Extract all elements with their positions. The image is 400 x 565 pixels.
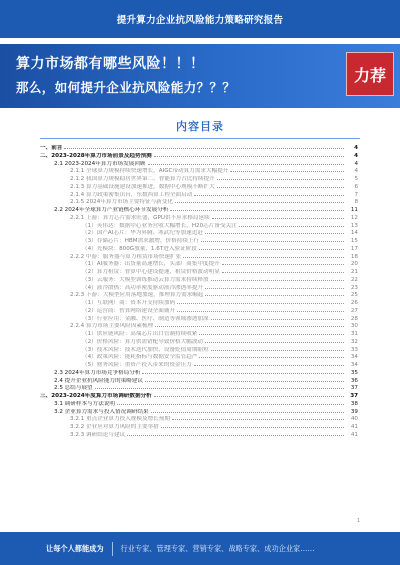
toc-leader-dots: [212, 214, 344, 219]
toc-entry-text: 2.2.3 下游：大模型应用落地加速，推理算力需求崛起: [70, 292, 204, 299]
toc-entry-text: 3.2 企业算力需求与投入情况调研结果: [54, 408, 149, 415]
toc-entry[interactable]: [40, 361, 358, 369]
toc-entry-text: （5）财务风险：重资产投入带来的资金压力: [82, 362, 192, 368]
toc-entry-page: 38: [350, 400, 358, 407]
toc-entry[interactable]: [40, 268, 358, 276]
toc-entry[interactable]: [40, 307, 358, 315]
toc-entry-text: 三、2023-2024年度算力市场调研数据分析: [40, 393, 152, 399]
toc-leader-dots: [148, 160, 344, 165]
toc-leader-dots: [177, 307, 344, 312]
table-of-contents: [40, 144, 358, 514]
toc-entry-page: 30: [350, 323, 358, 330]
toc-leader-dots: [154, 392, 344, 397]
toc-entry-text: 3.1 调研样本与方法说明: [54, 400, 116, 407]
toc-leader-dots: [199, 245, 344, 250]
toc-entry[interactable]: [40, 291, 358, 299]
toc-entry[interactable]: [40, 299, 358, 307]
toc-entry[interactable]: [40, 206, 358, 214]
toc-leader-dots: [142, 369, 344, 374]
toc-entry-page: 6: [354, 183, 358, 190]
toc-leader-dots: [239, 222, 344, 227]
toc-entry[interactable]: [40, 369, 358, 377]
toc-entry-text: 2.1.2 我国算力规模稳居世界第二，智能算力占比持续提升: [70, 176, 215, 182]
toc-entry[interactable]: [40, 260, 358, 268]
toc-entry-page: 5: [354, 176, 358, 182]
toc-leader-dots: [151, 408, 344, 413]
toc-entry-text: （3）技术风险：技术迭代加快，设备贬值周期缩短: [82, 346, 209, 353]
toc-leader-dots: [145, 377, 344, 382]
toc-entry-page: 32: [350, 338, 358, 345]
toc-entry[interactable]: [40, 377, 358, 385]
toc-divider: [40, 138, 360, 139]
toc-entry-page: 36: [350, 377, 358, 384]
report-title: 提升算力企业抗风险能力策略研究报告: [116, 15, 284, 26]
toc-entry-page: 18: [350, 253, 358, 260]
toc-entry[interactable]: [40, 384, 358, 392]
toc-leader-dots: [199, 353, 344, 358]
toc-entry[interactable]: [40, 353, 358, 361]
toc-entry[interactable]: [40, 222, 358, 230]
toc-entry-text: 2.2.2 中游：服务器与算力租赁市场快速扩张: [70, 253, 182, 260]
toc-leader-dots: [211, 276, 344, 281]
toc-entry-text: （1）AI服务器：出货量高速增长，头部厂商集中度提升: [82, 261, 220, 268]
toc-leader-dots: [199, 330, 344, 335]
toc-leader-dots: [155, 322, 344, 327]
toc-entry[interactable]: [40, 415, 358, 423]
toc-entry-page: 31: [350, 331, 358, 337]
toc-entry-text: 2.2.4 算力市场主要风险因素梳理: [70, 323, 154, 330]
toc-leader-dots: [205, 291, 344, 296]
toc-entry-page: 34: [350, 362, 358, 368]
toc-entry-page: 26: [350, 300, 358, 306]
toc-leader-dots: [177, 299, 344, 304]
toc-entry[interactable]: [40, 253, 358, 261]
toc-entry-page: 7: [354, 191, 358, 198]
toc-entry-text: 2.5 总结与展望: [54, 385, 93, 392]
toc-entry-page: 17: [350, 245, 358, 252]
toc-entry-page: 8: [354, 199, 358, 206]
toc-entry[interactable]: [40, 330, 358, 338]
toc-entry-text: 2.3 2024年算力市场竞争格局分析: [54, 369, 141, 376]
toc-entry[interactable]: [40, 214, 358, 222]
toc-entry-page: 4: [354, 152, 358, 159]
toc-entry-page: 33: [350, 346, 358, 353]
toc-entry-text: 2.1.4 算力政策密集出台，东数西算工程全面启动: [70, 191, 193, 198]
toc-entry-text: （1）供应链风险：高端芯片出口管制持续收紧: [82, 331, 198, 337]
toc-leader-dots: [161, 423, 344, 428]
toc-leader-dots: [127, 431, 344, 436]
toc-entry[interactable]: [40, 408, 358, 416]
toc-entry[interactable]: [40, 175, 358, 183]
toc-entry-page: 39: [350, 408, 358, 415]
toc-entry[interactable]: [40, 237, 358, 245]
toc-entry-text: （4）光模块：800G放量，1.6T进入验证阶段: [82, 245, 197, 252]
toc-entry[interactable]: [40, 144, 358, 152]
toc-entry[interactable]: [40, 160, 358, 168]
toc-leader-dots: [205, 229, 344, 234]
toc-entry-text: 2.1.3 算力基础设施建设加速推进，数据中心规模不断扩大: [70, 183, 215, 190]
toc-entry-page: 22: [350, 276, 358, 283]
toc-entry-text: （2）价格风险：算力供需错配导致价格大幅波动: [82, 338, 204, 345]
toc-leader-dots: [205, 284, 344, 289]
toc-leader-dots: [170, 206, 344, 211]
toc-entry-page: 37: [350, 393, 358, 399]
toc-entry-page: 21: [350, 269, 358, 275]
toc-entry[interactable]: [40, 284, 358, 292]
toc-entry-text: 3.2.2 企业应对算力风险的主要举措: [70, 424, 159, 430]
toc-entry-text: 一、前言: [40, 145, 63, 151]
toc-entry-page: 37: [350, 385, 358, 392]
toc-entry-text: （3）存储芯片：HBM需求激增，价格持续上行: [82, 238, 200, 244]
toc-entry-text: （4）政策风险：能耗指标与数据安全监管趋严: [82, 354, 198, 361]
toc-entry[interactable]: [40, 392, 358, 400]
report-header-bar: [0, 0, 400, 38]
toc-entry-page: 4: [354, 145, 358, 151]
toc-entry-text: （2）国产AI芯片：华为昇腾、寒武纪等加速追赶: [82, 230, 203, 237]
toc-leader-dots: [205, 338, 344, 343]
toc-leader-dots: [230, 167, 344, 172]
toc-entry-text: （1）互联网厂商：资本开支持续加码: [82, 300, 176, 306]
toc-leader-dots: [183, 253, 344, 258]
toc-entry[interactable]: [40, 183, 358, 191]
toc-leader-dots: [194, 191, 344, 196]
toc-entry[interactable]: [40, 276, 358, 284]
toc-entry-text: 2.2.1 上游：算力芯片需求旺盛，GPU供不应求格局延续: [70, 214, 210, 221]
toc-leader-dots: [222, 260, 344, 265]
toc-entry-page: 23: [350, 284, 358, 291]
toc-entry[interactable]: [40, 400, 358, 408]
toc-entry-page: 15: [350, 238, 358, 244]
toc-entry-page: 20: [350, 261, 358, 268]
toc-entry[interactable]: [40, 431, 358, 439]
toc-entry-text: （2）算力租赁：智算中心建设提速，租赁价格波动明显: [82, 269, 220, 275]
banner-headline: 算力市场都有哪些风险！！！: [16, 56, 205, 72]
footer-divider: [112, 542, 113, 556]
toc-leader-dots: [217, 183, 344, 188]
toc-leader-dots: [154, 152, 344, 157]
toc-entry-page: 28: [350, 315, 358, 322]
toc-entry[interactable]: [40, 191, 358, 199]
toc-entry-page: 41: [350, 424, 358, 430]
toc-entry-page: 25: [350, 292, 358, 299]
toc-leader-dots: [217, 175, 344, 180]
banner-subheadline: 那么，如何提升企业抗风险能力？？？: [16, 80, 236, 95]
toc-entry-text: 3.2.3 调研结论与建议: [70, 431, 126, 438]
toc-leader-dots: [222, 268, 344, 273]
toc-entry[interactable]: [40, 198, 358, 206]
toc-entry[interactable]: [40, 315, 358, 323]
toc-leader-dots: [64, 144, 344, 149]
toc-leader-dots: [175, 198, 344, 203]
toc-entry[interactable]: [40, 152, 358, 160]
toc-leader-dots: [172, 415, 344, 420]
toc-entry-text: 二、2023-2028年算力市场前景及趋势预测: [40, 152, 152, 159]
toc-entry-text: （1）英伟达：数据中心业务营收大幅增长，H20芯片备受关注: [82, 222, 237, 229]
brand-logo: [346, 52, 394, 96]
toc-entry-page: 14: [350, 230, 358, 237]
toc-entry-text: 2.4 提升企业抗风险能力的策略建议: [54, 377, 143, 384]
toc-leader-dots: [95, 384, 344, 389]
footer-lead: 让每个人都能成为: [46, 543, 104, 553]
toc-entry-text: （2）运营商：智算网络建设全面铺开: [82, 307, 176, 314]
toc-entry[interactable]: [40, 338, 358, 346]
toc-leader-dots: [211, 346, 344, 351]
toc-entry-text: 3.2.1 重点企业算力投入规模及增长预期: [70, 416, 170, 423]
toc-entry[interactable]: [40, 423, 358, 431]
footer-bar: [0, 532, 400, 565]
toc-entry-page: 4: [354, 168, 358, 175]
toc-entry-page: 4: [354, 160, 358, 167]
toc-entry-page: 11: [350, 207, 358, 213]
toc-entry-page: 13: [350, 222, 358, 229]
toc-entry-page: 34: [350, 354, 358, 361]
footer-roles: 行业专家、管理专家、营销专家、战略专家、成功企业家……: [120, 543, 315, 553]
toc-entry-text: （4）液冷散热：高功率密度驱动液冷渗透率提升: [82, 284, 204, 291]
toc-entry-text: 2.1.1 全球算力规模持续快速增长，AIGC带动算力需求大幅提升: [70, 168, 229, 175]
brand-logo-text: 力荐: [353, 65, 386, 85]
toc-entry[interactable]: [40, 322, 358, 330]
toc-leader-dots: [211, 315, 344, 320]
toc-entry-page: 27: [350, 307, 358, 314]
toc-entry-text: 2.1.5 2024年算力市场主要特征与新变化: [70, 199, 173, 206]
toc-entry-text: 2.2 2024年全球算力产业链核心环节发展分析: [54, 207, 169, 213]
toc-entry-page: 41: [350, 431, 358, 438]
toc-entry-page: 12: [350, 214, 358, 221]
toc-leader-dots: [201, 237, 344, 242]
toc-leader-dots: [194, 361, 344, 366]
toc-entry[interactable]: [40, 346, 358, 354]
toc-entry-page: 35: [350, 369, 358, 376]
toc-entry-page: 40: [350, 416, 358, 423]
question-banner: [0, 44, 400, 108]
toc-entry-text: （3）云服务：大模型训练推动云算力需求持续释放: [82, 276, 209, 283]
toc-title: 内容目录: [176, 120, 224, 133]
toc-leader-dots: [117, 400, 344, 405]
toc-entry-text: （3）行业应用：金融、医疗、制造等领域渗透加深: [82, 315, 209, 322]
page-number: 1: [356, 518, 360, 524]
toc-entry-text: 2.1 2023-2024年算力市场发展回顾: [54, 160, 146, 167]
toc-entry[interactable]: [40, 167, 358, 175]
toc-entry[interactable]: [40, 245, 358, 253]
toc-entry[interactable]: [40, 229, 358, 237]
